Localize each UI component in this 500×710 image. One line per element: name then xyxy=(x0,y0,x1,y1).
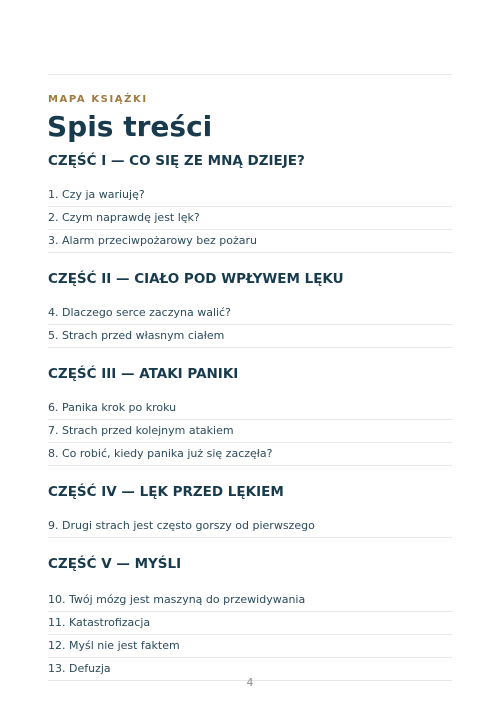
chapter-item[interactable]: 7. Strach przed kolejnym atakiem xyxy=(48,420,452,443)
table-of-contents xyxy=(48,150,452,681)
chapter-item[interactable]: 13. Defuzja xyxy=(48,658,452,681)
chapter-item[interactable]: 2. Czym naprawdę jest lęk? xyxy=(48,207,452,230)
part-heading: CZĘŚĆ II — CIAŁO POD WPŁYWEM LĘKU xyxy=(48,271,344,287)
toc-part-4 xyxy=(48,481,452,538)
chapter-list xyxy=(48,302,452,348)
chapter-item[interactable]: 6. Panika krok po kroku xyxy=(48,397,452,420)
page-title: Spis treści xyxy=(47,110,213,143)
chapter-item[interactable]: 11. Katastrofizacja xyxy=(48,612,452,635)
chapter-list xyxy=(48,397,452,466)
top-divider xyxy=(48,74,452,75)
chapter-item[interactable]: 8. Co robić, kiedy panika już się zaczęła? xyxy=(48,443,452,466)
page-number: 4 xyxy=(246,677,254,689)
part-heading: CZĘŚĆ III — ATAKI PANIKI xyxy=(48,366,239,382)
toc-part-1 xyxy=(48,150,452,253)
section-kicker: MAPA KSIĄŻKI xyxy=(48,94,148,105)
chapter-list xyxy=(48,184,452,253)
part-heading: CZĘŚĆ I — CO SIĘ ZE MNĄ DZIEJE? xyxy=(48,153,305,169)
chapter-item[interactable]: 9. Drugi strach jest często gorszy od pierwszego xyxy=(48,515,452,538)
chapter-item[interactable]: 4. Dlaczego serce zaczyna walić? xyxy=(48,302,452,325)
toc-part-5 xyxy=(48,553,452,681)
chapter-item[interactable]: 5. Strach przed własnym ciałem xyxy=(48,325,452,348)
part-heading: CZĘŚĆ V — MYŚLI xyxy=(48,556,182,572)
toc-part-3 xyxy=(48,363,452,466)
chapter-item[interactable]: 1. Czy ja wariuję? xyxy=(48,184,452,207)
toc-part-2 xyxy=(48,268,452,348)
chapter-item[interactable]: 3. Alarm przeciwpożarowy bez pożaru xyxy=(48,230,452,253)
chapter-list xyxy=(48,515,452,538)
chapter-list xyxy=(48,589,452,681)
chapter-item[interactable]: 12. Myśl nie jest faktem xyxy=(48,635,452,658)
chapter-item[interactable]: 10. Twój mózg jest maszyną do przewidywania xyxy=(48,589,452,612)
part-heading: CZĘŚĆ IV — LĘK PRZED LĘKIEM xyxy=(48,484,284,500)
